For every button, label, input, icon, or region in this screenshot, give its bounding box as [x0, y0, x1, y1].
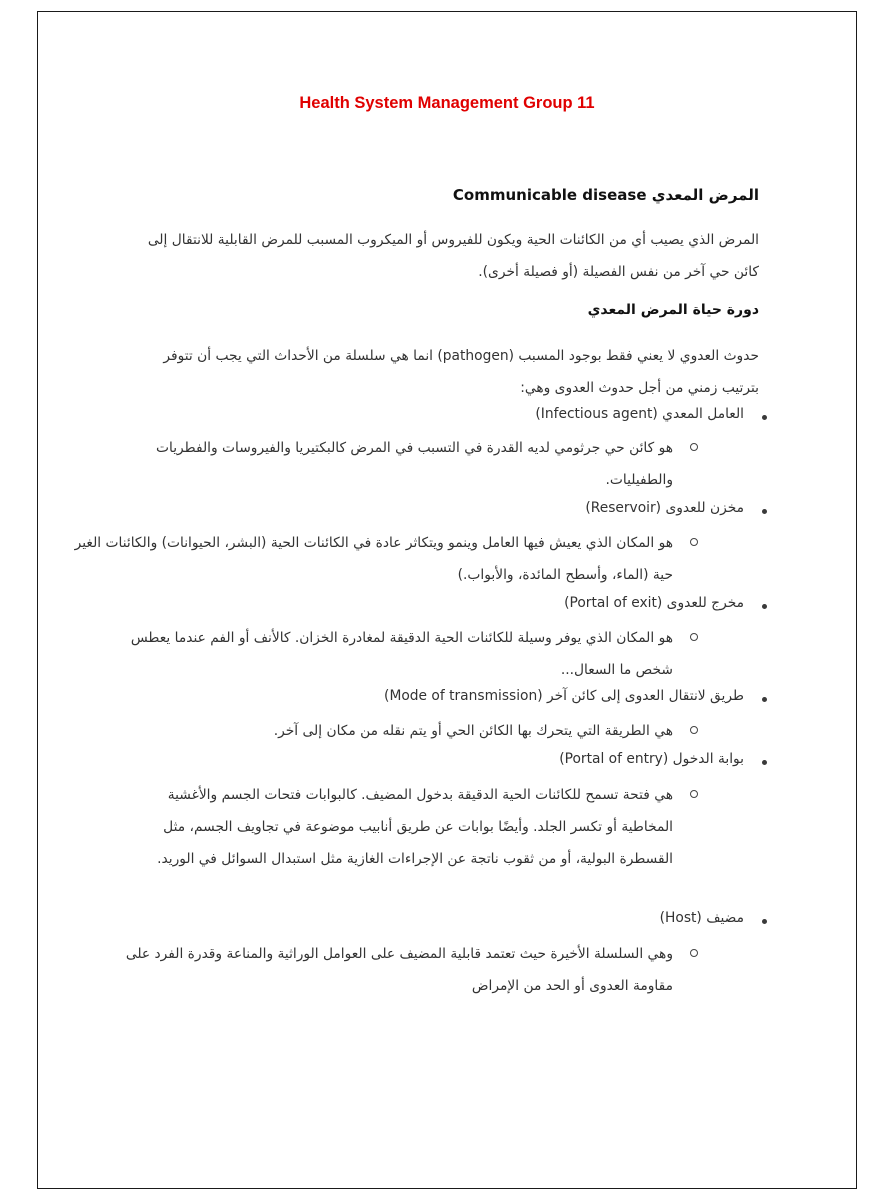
detail-host: وهي السلسلة الأخيرة حيث تعتمد قابلية المضيف على العوامل الوراثية والمناعة وقدرة الفرد على مقاومة العدوى أو الحد من الإمراض	[125, 946, 673, 994]
bullet-icon	[762, 697, 767, 702]
intro-paragraph: حدوث العدوي لا يعني فقط بوجود المسبب (pathogen) انما هي سلسلة من الأحداث التي يجب أن تتوفر بترتيب زمني من أجل حدوث العدوى وهي:	[163, 348, 759, 396]
detail-infectious-agent: هو كائن حي جرثومي لديه القدرة في التسبب في المرض كالبكتيريا والفيروسات والفطريات والطفيليات.	[156, 440, 673, 488]
detail-portal-of-exit: هو المكان الذي يوفر وسيلة للكائنات الحية الدقيقة لمغادرة الخزان. كالأنف أو الفم عندما يعطس شخص ما السعال...	[130, 630, 673, 678]
circle-bullet-icon	[690, 538, 698, 546]
definition-paragraph: المرض الذي يصيب أي من الكائنات الحية ويكون للفيروس أو الميكروب المسبب للمرض القابلية للانتقال إلى كائن حي آخر من نفس الفصيلة (أو فصيلة أخرى).	[147, 232, 759, 280]
heading-lifecycle: دورة حياة المرض المعدي	[587, 302, 759, 318]
circle-bullet-icon	[690, 443, 698, 451]
list-item-infectious-agent: العامل المعدي (Infectious agent)	[535, 406, 744, 422]
document-page	[37, 11, 857, 1189]
bullet-icon	[762, 415, 767, 420]
circle-bullet-icon	[690, 726, 698, 734]
detail-portal-of-entry: هي فتحة تسمح للكائنات الحية الدقيقة بدخول المضيف. كالبوابات فتحات الجسم والأغشية المخاطية أو تكسر الجلد. وأيضًا بوابات عن طريق أنابيب موضوعة في تجاويف الجسم، مثل القسطرة البولية، أو من ثقوب ناتجة عن الإجراءات الغازية مثل استبدال السوائل في الوريد.	[157, 787, 673, 867]
list-item-reservoir: مخزن للعدوى (Reservoir)	[585, 500, 744, 516]
document-title: Health System Management Group 11	[299, 94, 595, 112]
list-item-host: مضيف (Host)	[659, 910, 744, 926]
circle-bullet-icon	[690, 790, 698, 798]
circle-bullet-icon	[690, 949, 698, 957]
list-item-mode-of-transmission: طريق لانتقال العدوى إلى كائن آخر (Mode of transmission)	[384, 688, 744, 704]
circle-bullet-icon	[690, 633, 698, 641]
bullet-icon	[762, 509, 767, 514]
bullet-icon	[762, 604, 767, 609]
list-item-portal-of-exit: مخرج للعدوى (Portal of exit)	[564, 595, 744, 611]
bullet-icon	[762, 919, 767, 924]
detail-mode-of-transmission: هي الطريقة التي يتحرك بها الكائن الحي أو يتم نقله من مكان إلى آخر.	[273, 723, 673, 739]
heading-communicable-disease: المرض المعدي Communicable disease	[452, 186, 759, 204]
list-item-portal-of-entry: بوابة الدخول (Portal of entry)	[559, 751, 744, 767]
detail-reservoir: هو المكان الذي يعيش فيها العامل وينمو ويتكاثر عادة في الكائنات الحية (البشر، الحيوانات) والكائنات الغير حية (الماء، وأسطح المائدة، والأبواب.)	[74, 535, 673, 583]
bullet-icon	[762, 760, 767, 765]
